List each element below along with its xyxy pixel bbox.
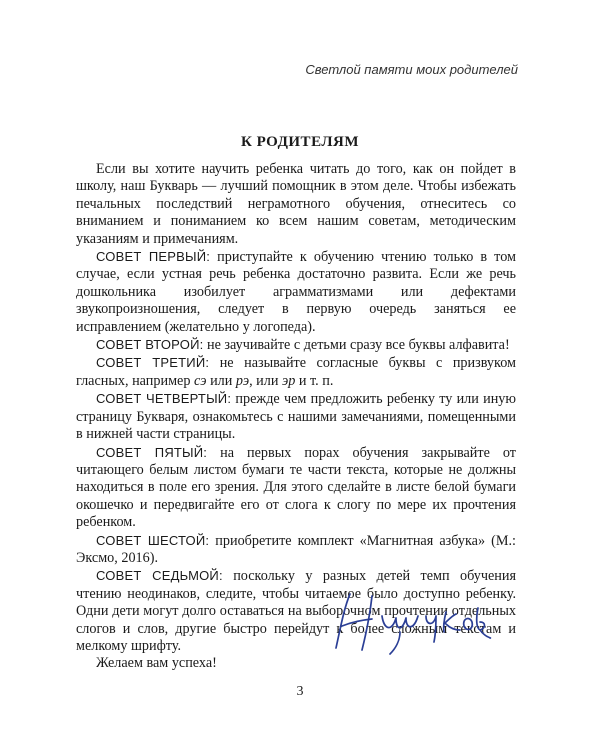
tip-label: СОВЕТ ШЕСТОЙ: bbox=[96, 532, 210, 548]
tip-text: приобретите комплект «Магнитная азбука» (М.: Эксмо, 2016). bbox=[76, 532, 516, 566]
example-syllable: сэ bbox=[193, 372, 207, 389]
tip-label: СОВЕТ ПЯТЫЙ: bbox=[96, 444, 208, 460]
tip-text: прежде чем предложить ребенку ту или иную страницу Букваря, ознакомьтесь с нашими замечаниями, помещенными в нижней части страницы. bbox=[76, 391, 517, 443]
intro-paragraph: Если вы хотите научить ребенка читать до того, как он пойдет в школу, наш Букварь — лучший помощник в этом деле. Чтобы избежать печальных последствий неграмотного обучения, отнеситесь со вниманием и пониманием ко всем нашим советам, методическим указаниям и примечаниям. bbox=[76, 161, 516, 247]
tip-text: и т. п. bbox=[295, 372, 334, 389]
tip-text: поскольку у разных детей темп обучения чтению неодинаков, следите, чтобы читаемое было доступно ребенку. Одни дети могут долго оставаться на выборочном прочтении отдельных слогов и слов, другие быстро перейдут к более сложным текстам и мелкому шрифту. bbox=[76, 568, 516, 654]
example-syllable: рэ bbox=[235, 372, 250, 389]
tip-label: СОВЕТ ЧЕТВЕРТЫЙ: bbox=[96, 391, 232, 407]
tip-6 bbox=[76, 532, 516, 568]
dedication: Светлой памяти моих родителей bbox=[305, 62, 518, 77]
tip-label: СОВЕТ ПЕРВЫЙ: bbox=[96, 249, 211, 265]
page-title: К РОДИТЕЛЯМ bbox=[240, 134, 360, 150]
tip-text: на первых порах обучения закрывайте от читающего белым листом бумаги те части текста, которые не должны находиться в поле его зрения. Для этого сделайте в листе белой бумаги окошечко и передвигайте его от слога к слогу по мере их прочтения ребенком. bbox=[76, 444, 516, 531]
tip-label: СОВЕТ СЕДЬМОЙ: bbox=[96, 568, 223, 584]
tip-text: , или bbox=[249, 372, 282, 389]
tip-1 bbox=[76, 248, 516, 336]
tip-label: СОВЕТ ТРЕТИЙ: bbox=[96, 355, 210, 371]
tip-label: СОВЕТ ВТОРОЙ: bbox=[96, 337, 204, 353]
tip-text: не заучивайте с детьми сразу все буквы алфавита! bbox=[203, 337, 510, 354]
author-signature bbox=[322, 586, 492, 658]
tip-3 bbox=[76, 354, 516, 390]
closing-line: Желаем вам успеха! bbox=[96, 655, 217, 672]
example-syllable: эр bbox=[281, 372, 296, 389]
tip-5 bbox=[76, 444, 516, 532]
tip-text: не называйте согласные буквы с призвуком гласных, например bbox=[76, 355, 516, 389]
tip-4 bbox=[76, 390, 516, 443]
tip-text: приступайте к обучению чтению только в том случае, если устная речь ребенка достаточно развита. Если же речь дошкольника изобилует аграмматизмами или дефектами звукопроизношения, следует в первую очередь заняться ее исправлением (желательно у логопеда). bbox=[76, 249, 516, 335]
tip-2 bbox=[76, 336, 516, 354]
page-number: 3 bbox=[296, 684, 304, 699]
tip-text: или bbox=[206, 372, 236, 389]
